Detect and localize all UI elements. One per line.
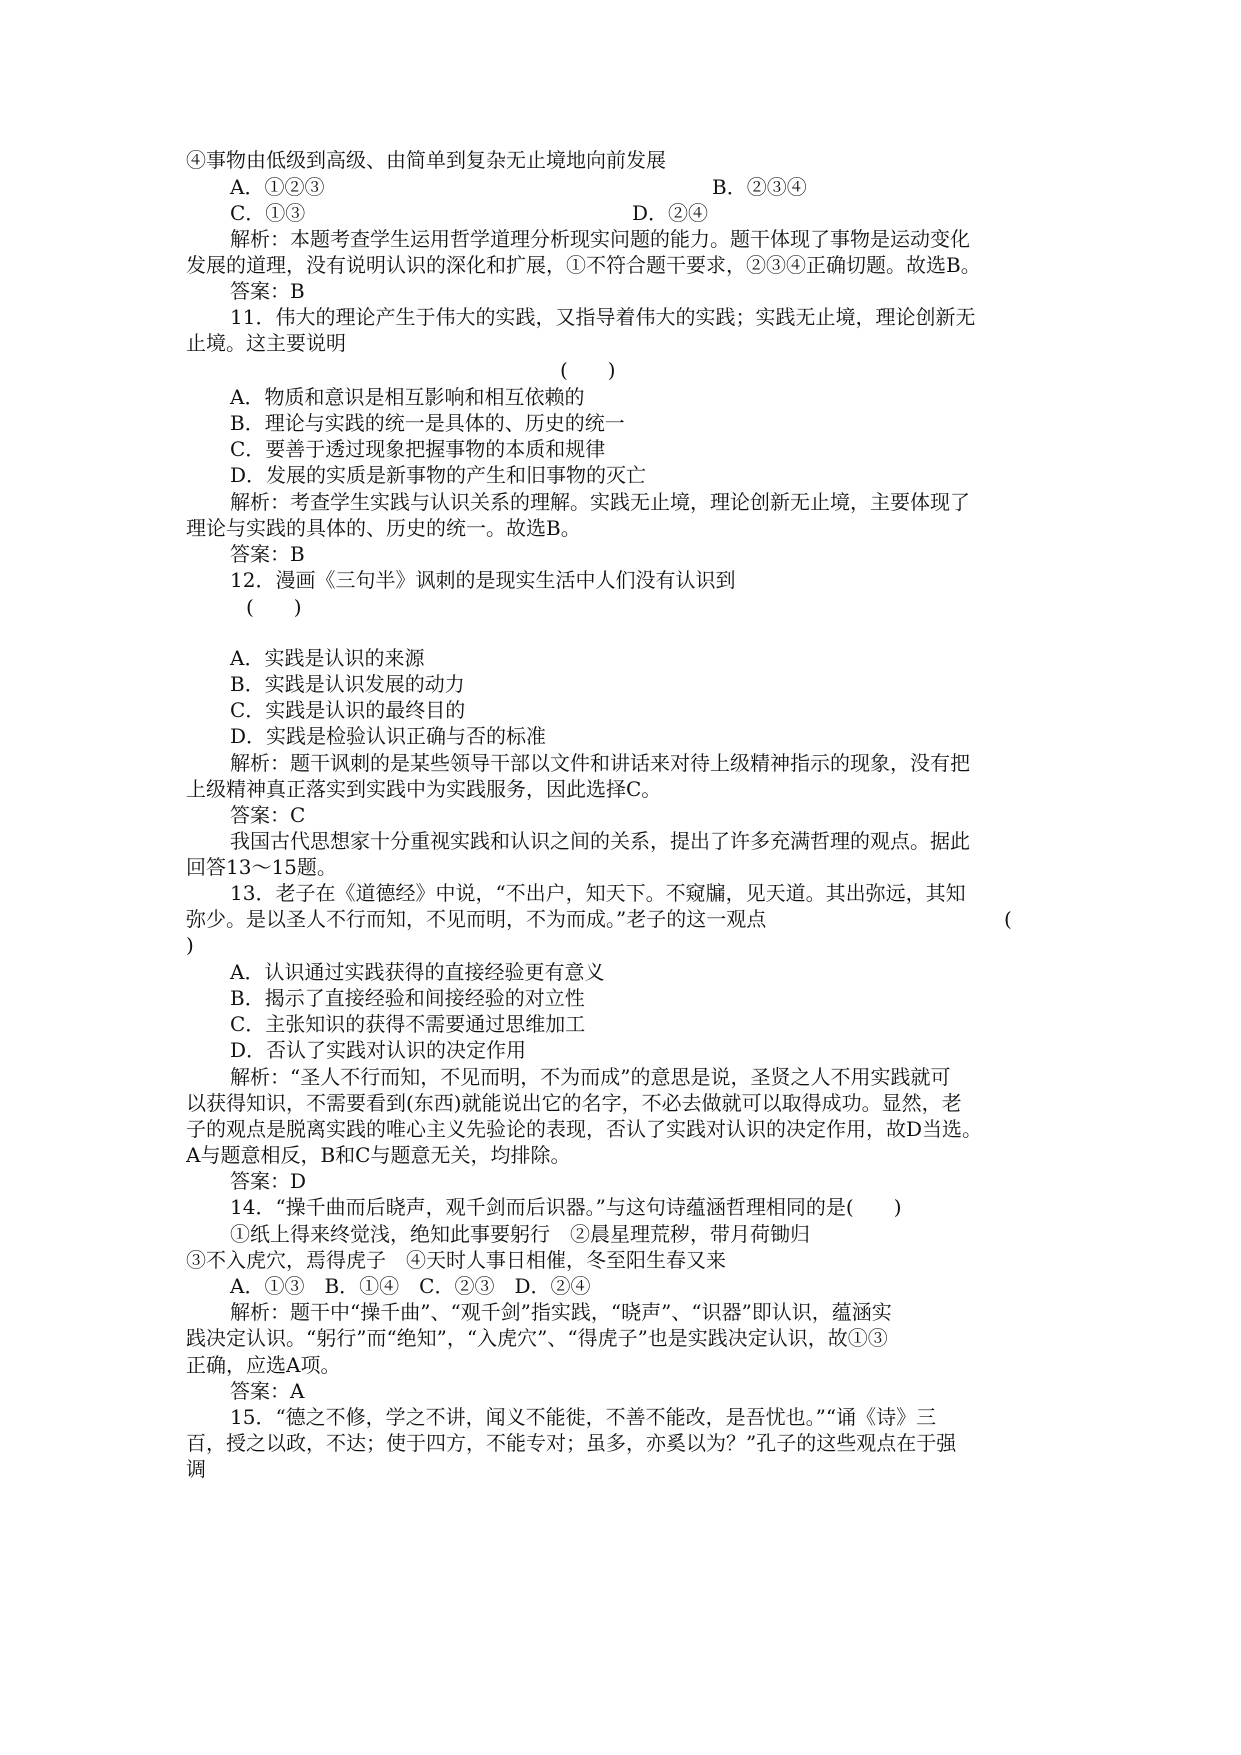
explanation-line: 解析：考查学生实践与认识关系的理解。实践无止境，理论创新无止境，主要体现了 bbox=[230, 490, 970, 514]
answer-blank: ( ) bbox=[246, 595, 302, 619]
explanation-line: 上级精神真正落实到实践中为实践服务，因此选择C。 bbox=[186, 777, 662, 801]
explanation-line: 理论与实践的具体的、历史的统一。故选B。 bbox=[186, 516, 581, 540]
option-a: A．实践是认识的来源 bbox=[230, 646, 425, 670]
option-c: C．要善于透过现象把握事物的本质和规律 bbox=[230, 437, 606, 461]
explanation-line: 正确，应选A项。 bbox=[186, 1353, 341, 1377]
question-15: 15．“德之不修，学之不讲，闻义不能徙，不善不能改，是吾忧也。”“诵《诗》三 bbox=[230, 1405, 937, 1429]
answer-blank-close: ) bbox=[186, 933, 194, 957]
question-13: 13．老子在《道德经》中说，“不出户，知天下。不窥牖，见天道。其出弥远，其知 bbox=[230, 881, 966, 905]
explanation-line: 解析：本题考查学生运用哲学道理分析现实问题的能力。题干体现了事物是运动变化 bbox=[230, 227, 970, 251]
explanation-line: 解析：题干中“操千曲”、“观千剑”指实践，“晓声”、“识器”即认识，蕴涵实 bbox=[230, 1300, 892, 1324]
explanation-line: 解析：题干讽刺的是某些领导干部以文件和讲话来对待上级精神指示的现象，没有把 bbox=[230, 751, 970, 775]
option-d: D．发展的实质是新事物的产生和旧事物的灭亡 bbox=[230, 463, 647, 487]
explanation-line: 以获得知识，不需要看到(东西)就能说出它的名字，不必去做就可以取得成功。显然，老 bbox=[186, 1091, 962, 1115]
answer-line: 答案：B bbox=[230, 279, 305, 303]
question-12: 12．漫画《三句半》讽刺的是现实生活中人们没有认识到 bbox=[230, 568, 736, 592]
answer-line: 答案：B bbox=[230, 542, 305, 566]
question-text: 百，授之以政，不达；使于四方，不能专对；虽多，亦奚以为？”孔子的这些观点在于强 bbox=[186, 1431, 957, 1455]
option-c: C．实践是认识的最终目的 bbox=[230, 698, 466, 722]
question-14: 14．“操千曲而后晓声，观千剑而后识器。”与这句诗蕴涵哲理相同的是( ) bbox=[230, 1195, 902, 1219]
explanation-line: A与题意相反，B和C与题意无关，均排除。 bbox=[186, 1143, 571, 1167]
question-text: 止境。这主要说明 bbox=[186, 331, 346, 355]
option-c: C．主张知识的获得不需要通过思维加工 bbox=[230, 1012, 586, 1036]
question-items: ①纸上得来终觉浅，绝知此事要躬行 ②晨星理荒秽，带月荷锄归 bbox=[230, 1222, 810, 1246]
answer-line: 答案：D bbox=[230, 1169, 307, 1193]
option-a: A．认识通过实践获得的直接经验更有意义 bbox=[230, 960, 605, 984]
option-d: D．否认了实践对认识的决定作用 bbox=[230, 1038, 527, 1062]
answer-blank-open: ( bbox=[1004, 907, 1012, 931]
option-c: C．①③ bbox=[230, 201, 306, 225]
question-11: 11．伟大的理论产生于伟大的实践，又指导着伟大的实践；实践无止境，理论创新无 bbox=[230, 305, 976, 329]
options-row: A．①③ B．①④ C．②③ D．②④ bbox=[230, 1274, 591, 1298]
question-text: 调 bbox=[186, 1457, 206, 1481]
option-a: A．物质和意识是相互影响和相互依赖的 bbox=[230, 385, 585, 409]
question-items: ③不入虎穴，焉得虎子 ④天时人事日相催，冬至阳生春又来 bbox=[186, 1248, 726, 1272]
explanation-line: 发展的道理，没有说明认识的深化和扩展，①不符合题干要求，②③④正确切题。故选B。 bbox=[186, 253, 981, 277]
option-b: B．揭示了直接经验和间接经验的对立性 bbox=[230, 986, 585, 1010]
answer-blank: ( ) bbox=[560, 358, 616, 382]
option-d: D．②④ bbox=[632, 201, 709, 225]
answer-line: 答案：A bbox=[230, 1379, 305, 1403]
section-intro: 我国古代思想家十分重视实践和认识之间的关系，提出了许多充满哲理的观点。据此 bbox=[230, 829, 970, 853]
option-b: B．理论与实践的统一是具体的、历史的统一 bbox=[230, 411, 625, 435]
explanation-line: 践决定认识。“躬行”而“绝知”，“入虎穴”、“得虎子”也是实践决定认识，故①③ bbox=[186, 1326, 888, 1350]
section-intro: 回答13～15题。 bbox=[186, 855, 337, 879]
option-b: B．②③④ bbox=[712, 175, 807, 199]
answer-line: 答案：C bbox=[230, 803, 306, 827]
option-d: D．实践是检验认识正确与否的标准 bbox=[230, 724, 547, 748]
option-a: A．①②③ bbox=[230, 175, 325, 199]
explanation-line: 子的观点是脱离实践的唯心主义先验论的表现，否认了实践对认识的决定作用，故D当选。 bbox=[186, 1117, 983, 1141]
option-b: B．实践是认识发展的动力 bbox=[230, 672, 465, 696]
question-text: 弥少。是以圣人不行而知，不见而明，不为而成。”老子的这一观点 bbox=[186, 907, 767, 931]
explanation-line: 解析：“圣人不行而知，不见而明，不为而成”的意思是说，圣贤之人不用实践就可 bbox=[230, 1065, 951, 1089]
text-line: ④事物由低级到高级、由简单到复杂无止境地向前发展 bbox=[186, 148, 666, 172]
